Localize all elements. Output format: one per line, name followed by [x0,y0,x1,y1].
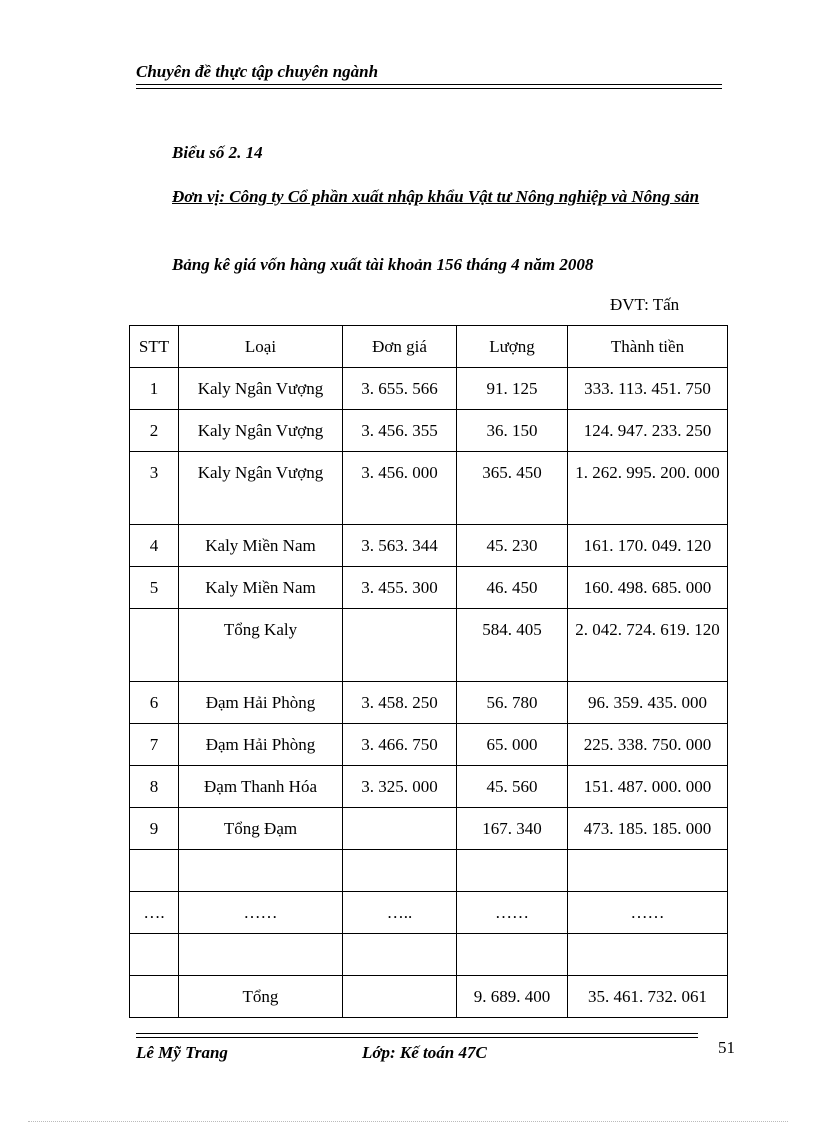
cell-luong: 36. 150 [457,410,568,452]
cell-luong: 56. 780 [457,682,568,724]
header-thanh-tien: Thành tiền [568,326,728,368]
cell-stt: …. [130,892,179,934]
cell-loai [179,934,343,976]
cell-thanh-tien [568,934,728,976]
table-row-empty [130,934,728,976]
cell-stt: 8 [130,766,179,808]
cell-luong: 91. 125 [457,368,568,410]
report-title: Bảng kê giá vốn hàng xuất tài khoản 156 tháng 4 năm 2008 [172,255,594,274]
page-number: 51 [718,1038,735,1057]
cell-don-gia: ….. [343,892,457,934]
cell-luong: 46. 450 [457,567,568,609]
cell-loai: Tổng Đạm [179,808,343,850]
author-name: Lê Mỹ Trang [136,1043,228,1062]
table-row-ellipsis [130,892,728,934]
cell-thanh-tien: 96. 359. 435. 000 [568,682,728,724]
cell-loai: Kaly Ngân Vượng [179,452,343,525]
cell-loai: Kaly Ngân Vượng [179,368,343,410]
cell-loai: Đạm Hải Phòng [179,682,343,724]
cell-thanh-tien: 160. 498. 685. 000 [568,567,728,609]
cell-loai: Đạm Thanh Hóa [179,766,343,808]
cell-stt: 2 [130,410,179,452]
table-row [130,452,728,525]
figure-number: Biểu số 2. 14 [172,143,263,162]
cell-stt: 4 [130,525,179,567]
cell-stt: 6 [130,682,179,724]
cell-don-gia: 3. 655. 566 [343,368,457,410]
footer-rule [136,1033,698,1038]
cell-thanh-tien: 35. 461. 732. 061 [568,976,728,1018]
header-stt: STT [130,326,179,368]
cell-loai [179,850,343,892]
cell-loai: Kaly Ngân Vượng [179,410,343,452]
header-don-gia: Đơn giá [343,326,457,368]
unit-line [136,180,724,214]
cell-thanh-tien: 151. 487. 000. 000 [568,766,728,808]
cell-loai: …… [179,892,343,934]
cell-don-gia: 3. 456. 355 [343,410,457,452]
cell-luong: 45. 560 [457,766,568,808]
cell-thanh-tien: 124. 947. 233. 250 [568,410,728,452]
cell-loai: Kaly Miền Nam [179,567,343,609]
cell-don-gia [343,609,457,682]
cell-luong: 365. 450 [457,452,568,525]
table-row [130,567,728,609]
cell-thanh-tien: 225. 338. 750. 000 [568,724,728,766]
cell-don-gia: 3. 456. 000 [343,452,457,525]
cell-thanh-tien [568,850,728,892]
cell-don-gia: 3. 563. 344 [343,525,457,567]
header-rule [136,84,722,89]
cell-stt [130,850,179,892]
cell-stt: 5 [130,567,179,609]
cell-thanh-tien: 2. 042. 724. 619. 120 [568,609,728,682]
cell-luong: …… [457,892,568,934]
cell-don-gia: 3. 466. 750 [343,724,457,766]
cell-luong: 65. 000 [457,724,568,766]
cell-loai: Đạm Hải Phòng [179,724,343,766]
cell-don-gia: 3. 455. 300 [343,567,457,609]
author-class: Lớp: Kế toán 47C [362,1043,487,1062]
cell-stt [130,976,179,1018]
cell-loai: Tổng Kaly [179,609,343,682]
cell-thanh-tien: …… [568,892,728,934]
cell-loai: Kaly Miền Nam [179,525,343,567]
table-row [130,525,728,567]
cell-luong [457,850,568,892]
cell-don-gia [343,976,457,1018]
cell-thanh-tien: 161. 170. 049. 120 [568,525,728,567]
table-row [130,724,728,766]
cell-luong [457,934,568,976]
cell-stt: 1 [130,368,179,410]
table-row-total [130,976,728,1018]
cell-luong: 167. 340 [457,808,568,850]
header-loai: Loại [179,326,343,368]
cell-thanh-tien: 473. 185. 185. 000 [568,808,728,850]
cell-don-gia [343,850,457,892]
cell-luong: 9. 689. 400 [457,976,568,1018]
cell-loai: Tổng [179,976,343,1018]
cell-stt [130,609,179,682]
table-row-subtotal [130,609,728,682]
header-luong: Lượng [457,326,568,368]
cell-don-gia: 3. 458. 250 [343,682,457,724]
table-row [130,410,728,452]
table-row [130,682,728,724]
cell-luong: 45. 230 [457,525,568,567]
table-row [130,766,728,808]
table-row-subtotal [130,808,728,850]
cell-don-gia: 3. 325. 000 [343,766,457,808]
unit-of-measure: ĐVT: Tấn [610,295,680,314]
cell-don-gia [343,934,457,976]
cell-don-gia [343,808,457,850]
cell-luong: 584. 405 [457,609,568,682]
cell-stt: 9 [130,808,179,850]
cell-thanh-tien: 333. 113. 451. 750 [568,368,728,410]
cell-stt: 3 [130,452,179,525]
table-row [130,368,728,410]
unit-text: Đơn vị: Công ty Cổ phần xuất nhập khẩu Vật tư Nông nghiệp và Nông sản [172,187,700,206]
table-row-empty [130,850,728,892]
cell-thanh-tien: 1. 262. 995. 200. 000 [568,452,728,525]
page-edge-rule [28,1121,788,1122]
cost-table [129,325,728,1018]
table-header-row [130,326,728,368]
cell-stt: 7 [130,724,179,766]
cell-stt [130,934,179,976]
running-header-title: Chuyên đề thực tập chuyên ngành [136,62,379,81]
